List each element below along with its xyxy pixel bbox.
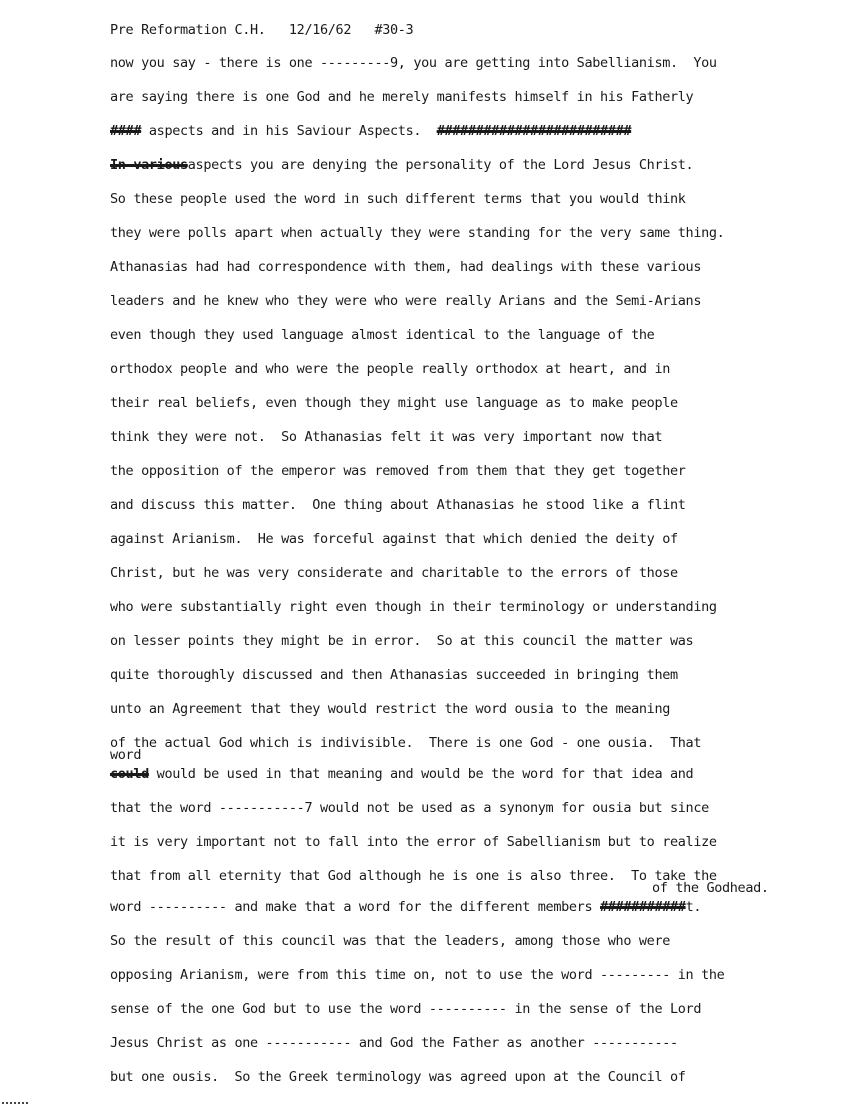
strikeout-could: could [110, 766, 149, 782]
text-line-8: leaders and he knew who they were who were really Arians and the Semi-Arians [110, 293, 702, 309]
text-line-20: unto an Agreement that they would restrict the word ousia to the meaning [110, 701, 670, 717]
strikeout-start: #### [110, 123, 142, 139]
strikeout-in-various: In-various [110, 157, 188, 173]
text-line-15: against Arianism. He was forceful against that which denied the deity of [110, 531, 678, 547]
text-line-7: Athanasias had had correspondence with them, had dealings with these various [110, 259, 702, 275]
insertion-word: word [110, 747, 142, 763]
text-line-23: that the word -----------7 would not be used as a synonym for ousia but since [110, 800, 709, 816]
line-3-text: aspects and in his Saviour Aspects. [148, 123, 422, 139]
text-line-27: So the result of this council was that the leaders, among those who were [110, 933, 670, 949]
text-line-22 [110, 766, 693, 782]
text-line-4 [110, 157, 693, 173]
line-22-text: would be used in that meaning and would be the word for that idea and [156, 766, 694, 782]
text-line-29: sense of the one God but to use the word ---------- in the sense of the Lord [110, 1001, 702, 1017]
text-line-25: that from all eternity that God although he is one is also three. To take the [110, 868, 717, 884]
text-line-30: Jesus Christ as one ----------- and God the Father as another ----------- [110, 1035, 678, 1051]
text-line-18: on lesser points they might be in error. So at this council the matter was [110, 633, 694, 649]
text-line-28: opposing Arianism, were from this time on, not to use the word --------- in the [110, 967, 725, 983]
text-line-3 [110, 123, 631, 139]
text-line-21: of the actual God which is indivisible. There is one God - one ousia. That [110, 735, 702, 751]
text-line-9: even though they used language almost identical to the language of the [110, 327, 655, 343]
text-line-11: their real beliefs, even though they might use language as to make people [110, 395, 678, 411]
text-line-13: the opposition of the emperor was removed from them that they get together [110, 463, 686, 479]
text-line-24: it is very important not to fall into the error of Sabellianism but to realize [110, 834, 717, 850]
line-26-text: word ---------- and make that a word for the different members [110, 899, 593, 915]
text-line-2: are saying there is one God and he merely manifests himself in his Fatherly [110, 89, 694, 105]
margin-scribble [2, 1098, 28, 1104]
text-line-10: orthodox people and who were the people really orthodox at heart, and in [110, 361, 670, 377]
text-line-17: who were substantially right even though in their terminology or understanding [110, 599, 717, 615]
text-line-5: So these people used the word in such different terms that you would think [110, 191, 686, 207]
text-line-14: and discuss this matter. One thing about Athanasias he stood like a flint [110, 497, 686, 513]
text-line-12: think they were not. So Athanasias felt it was very important now that [110, 429, 663, 445]
text-line-1: now you say - there is one ---------9, you are getting into Sabellianism. You [110, 55, 717, 71]
text-line-6: they were polls apart when actually they were standing for the very same thing. [110, 225, 725, 241]
text-line-19: quite thoroughly discussed and then Athanasias succeeded in bringing them [110, 667, 678, 683]
insertion-of-the-godhead: of the Godhead. [652, 880, 769, 896]
page-header: Pre Reformation C.H. 12/16/62 #30-3 [110, 22, 414, 38]
line-26-tail: t. [685, 899, 702, 915]
strikeout-end: ######################### [436, 123, 632, 139]
text-line-26 [110, 899, 701, 915]
line-4-text: aspects you are denying the personality of the Lord Jesus Christ. [187, 157, 694, 173]
text-line-31: but one ousis. So the Greek terminology was agreed upon at the Council of [110, 1069, 686, 1085]
text-line-16: Christ, but he was very considerate and charitable to the errors of those [110, 565, 678, 581]
strikeout-end-26: ########### [600, 899, 686, 915]
